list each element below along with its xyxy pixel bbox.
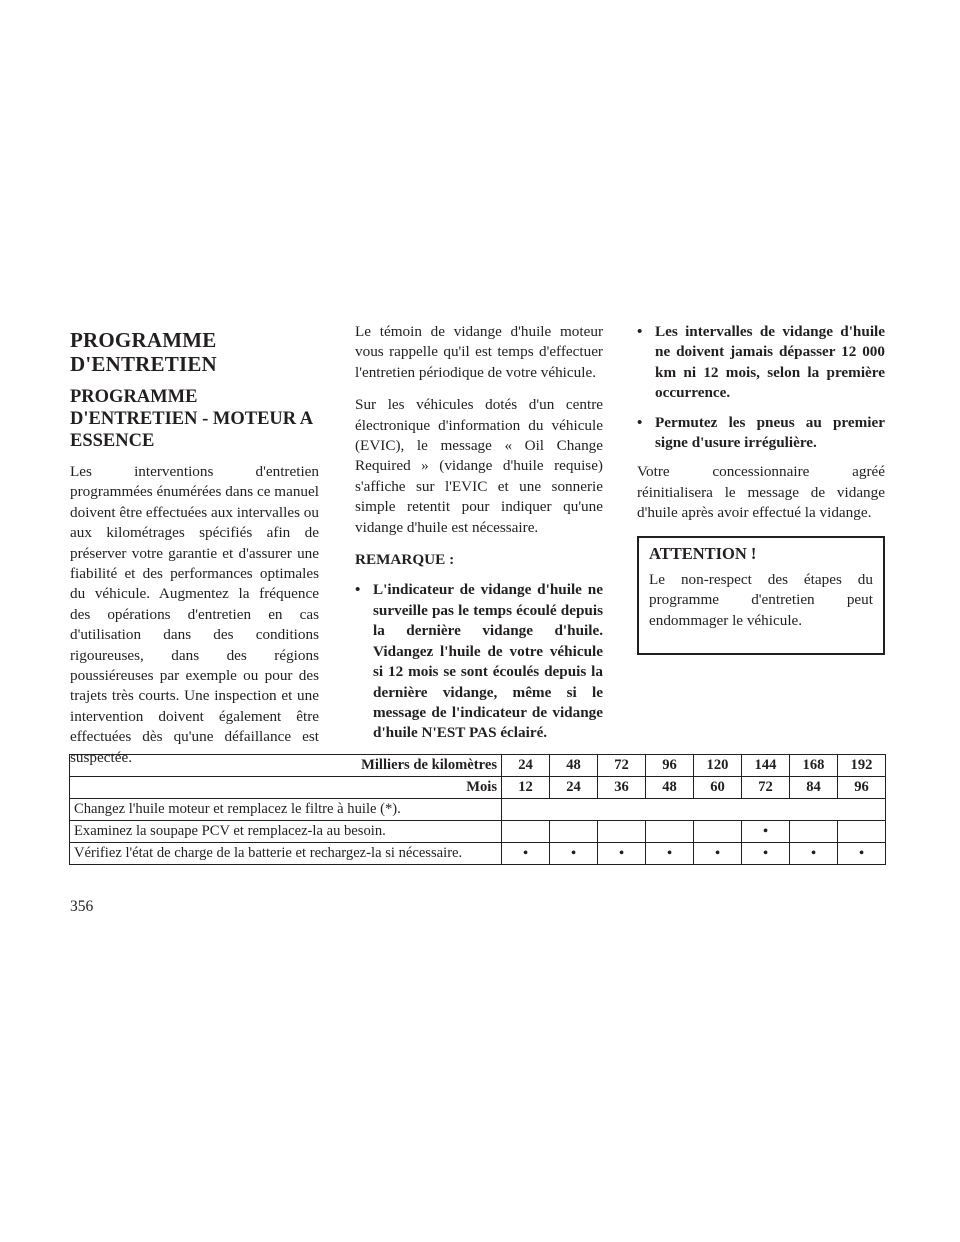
task-label: Changez l'huile moteur et remplacez le filtre à huile (*). <box>70 799 502 821</box>
km-header-row-value: 24 <box>502 755 550 777</box>
km-header-row-value: 168 <box>790 755 838 777</box>
task-mark: • <box>598 843 646 865</box>
table-row <box>70 843 886 865</box>
km-header-row-value: 120 <box>694 755 742 777</box>
km-header-row-value: 72 <box>598 755 646 777</box>
oil-indicator-paragraph: Le témoin de vidange d'huile moteur vous rappelle qu'il est temps d'effectuer l'entretien périodique de votre véhicule. <box>355 323 603 381</box>
task-mark <box>502 821 550 843</box>
task-mark: • <box>694 843 742 865</box>
task-mark: • <box>742 821 790 843</box>
remark-bullet-tires: • Permutez les pneus au premier signe d'usure irrégulière. <box>637 413 885 454</box>
remark-list <box>355 580 603 743</box>
intro-paragraph: Les interventions d'entretien programmées énumérées dans ce manuel doivent être effectuées aux intervalles ou aux kilométrages spécifiés afin de préserver votre garantie et d'assurer une fiabilité et des performances optimales du véhicule. Augmentez la fréquence des opérations d'entretien en cas d'utilisation dans des conditions rigoureuses, dans des régions poussiéreuses par exemple ou pour des trajets très courts. Une inspection et une intervention doivent également être effectuées dès qu'une défaillance est suspectée. <box>70 463 319 766</box>
km-header-row-value: 144 <box>742 755 790 777</box>
table-row <box>70 821 886 843</box>
km-header-row-value: 48 <box>550 755 598 777</box>
task-mark: • <box>790 843 838 865</box>
task-mark: • <box>742 843 790 865</box>
right-column <box>637 322 885 655</box>
remark-bullet-interval: • Les intervalles de vidange d'huile ne doivent jamais dépasser 12 000 km ni 12 mois, selon la première occurrence. <box>637 322 885 404</box>
months-header-row-value: 12 <box>502 777 550 799</box>
months-header-row-value: 72 <box>742 777 790 799</box>
remark-list-continued <box>637 322 885 453</box>
km-header-row <box>70 755 886 777</box>
task-mark: • <box>502 843 550 865</box>
task-mark: • <box>646 843 694 865</box>
task-mark: • <box>550 843 598 865</box>
km-header-row-value: 192 <box>838 755 886 777</box>
left-column <box>70 322 319 780</box>
months-header-row-value: 36 <box>598 777 646 799</box>
remark-bullet: • L'indicateur de vidange d'huile ne surveille pas le temps écoulé depuis la dernière vidange d'huile. Vidangez l'huile de votre véhicule si 12 mois se sont écoulés depuis la dernière vidange, même si le message de l'indicateur de vidange d'huile N'EST PAS éclairé. <box>355 580 603 743</box>
task-mark <box>646 821 694 843</box>
task-mark <box>550 821 598 843</box>
months-header-row-value: 96 <box>838 777 886 799</box>
task-label: Vérifiez l'état de charge de la batterie et rechargez-la si nécessaire. <box>70 843 502 865</box>
task-mark <box>790 821 838 843</box>
dealer-reset-paragraph: Votre concessionnaire agréé réinitialisera le message de vidange d'huile après avoir effectué la vidange. <box>637 463 885 522</box>
months-header-row-value: 48 <box>646 777 694 799</box>
page-number: 356 <box>70 898 94 915</box>
task-mark <box>598 821 646 843</box>
km-header-row-label: Milliers de kilomètres <box>70 755 502 777</box>
months-header-row-value: 60 <box>694 777 742 799</box>
subsection-heading: PROGRAMME D'ENTRETIEN - MOTEUR A ESSENCE <box>70 387 313 451</box>
task-mark <box>838 821 886 843</box>
warning-box <box>637 536 885 656</box>
km-header-row-value: 96 <box>646 755 694 777</box>
months-header-row-value: 84 <box>790 777 838 799</box>
evic-paragraph: Sur les véhicules dotés d'un centre électronique d'information du véhicule (EVIC), le message « Oil Change Required » (vidange d'huile requise) s'affiche sur l'EVIC et une sonnerie simple retentit pour indiquer qu'une vidange d'huile est nécessaire. <box>355 396 603 536</box>
months-header-row <box>70 777 886 799</box>
months-header-row-value: 24 <box>550 777 598 799</box>
task-label: Examinez la soupape PCV et remplacez-la au besoin. <box>70 821 502 843</box>
maintenance-schedule-table <box>69 754 886 865</box>
warning-title: ATTENTION ! <box>649 543 757 563</box>
task-mark: • <box>838 843 886 865</box>
section-heading: PROGRAMME D'ENTRETIEN <box>70 328 217 376</box>
remark-label: REMARQUE : <box>355 551 455 569</box>
table-row <box>70 799 886 821</box>
task-marks-empty <box>502 799 886 821</box>
middle-column <box>355 322 603 753</box>
task-mark <box>694 821 742 843</box>
months-header-row-label: Mois <box>70 777 502 799</box>
warning-text: Le non-respect des étapes du programme d'entretien peut endommager le véhicule. <box>649 571 873 629</box>
